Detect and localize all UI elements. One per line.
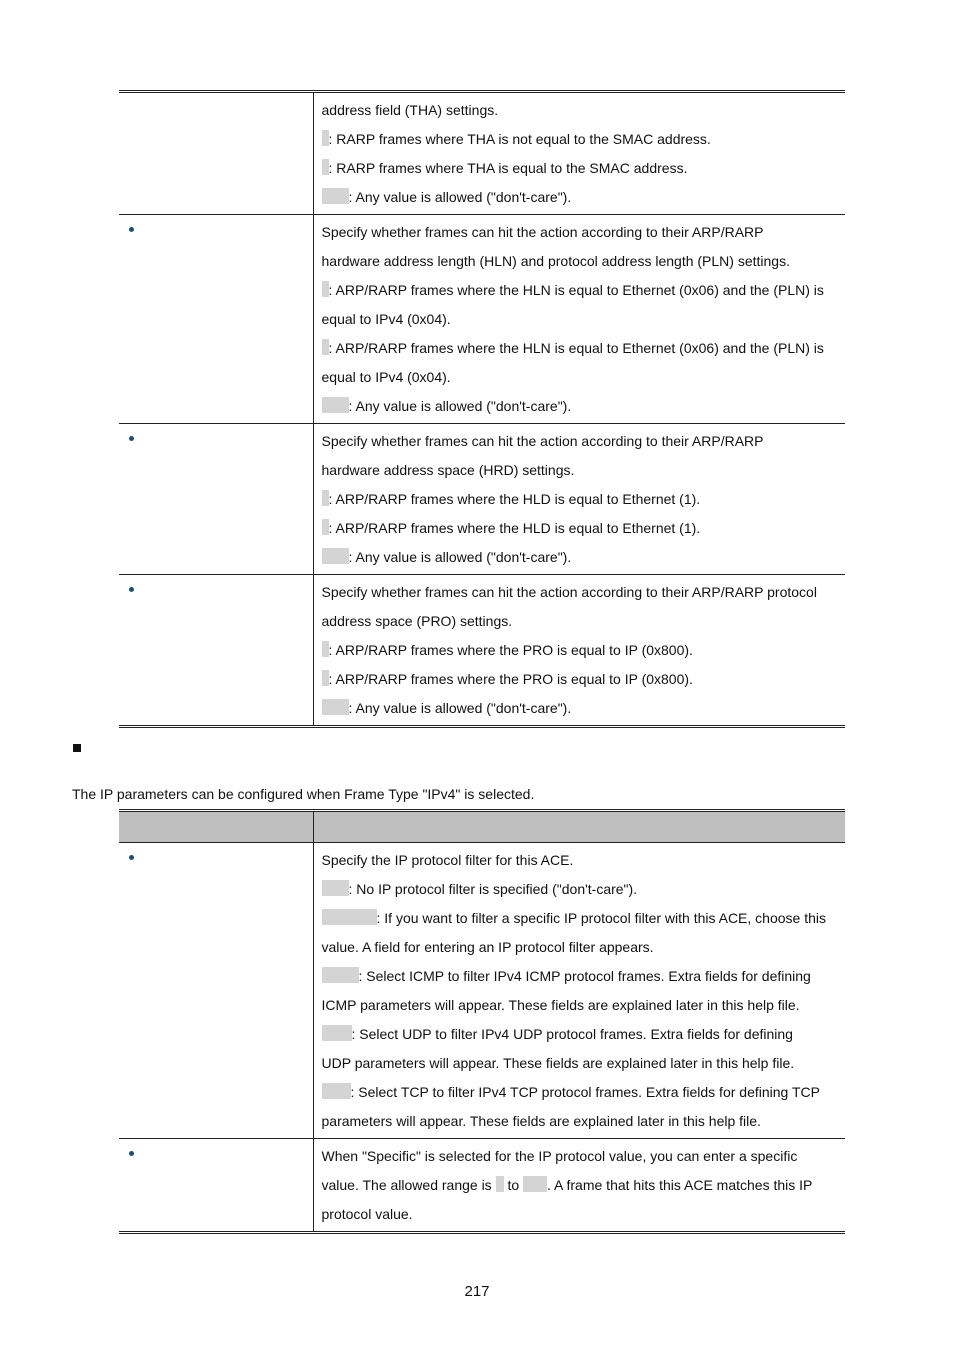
value-placeholder-chip bbox=[322, 339, 329, 355]
bullet-icon bbox=[129, 436, 134, 441]
description-line bbox=[322, 665, 840, 694]
description-line bbox=[322, 456, 840, 485]
description-line bbox=[322, 427, 840, 456]
table-row bbox=[119, 575, 845, 727]
description-line bbox=[322, 247, 840, 276]
object-cell bbox=[119, 424, 313, 575]
line-text: equal to IPv4 (0x04). bbox=[321, 311, 451, 327]
line-text: : ARP/RARP frames where the HLN is equal to Ethernet (0x06) and the (PLN) is bbox=[328, 340, 824, 356]
value-placeholder-chip bbox=[322, 670, 329, 686]
description-line bbox=[322, 125, 840, 154]
value-placeholder-chip bbox=[322, 188, 349, 204]
description-line bbox=[322, 1020, 840, 1049]
line-text: When "Specific" is selected for the IP protocol value, you can enter a specific bbox=[321, 1148, 798, 1164]
table-header-row bbox=[119, 811, 845, 843]
description-line bbox=[322, 1142, 840, 1171]
value-placeholder-chip bbox=[322, 967, 359, 983]
line-text: to bbox=[503, 1177, 524, 1193]
description-line bbox=[322, 1049, 840, 1078]
table-row bbox=[119, 92, 845, 215]
value-placeholder-chip bbox=[322, 159, 329, 175]
value-placeholder-chip bbox=[322, 130, 329, 146]
line-text: UDP parameters will appear. These fields are explained later in this help file. bbox=[321, 1055, 795, 1071]
bullet-icon bbox=[129, 1151, 134, 1156]
description-line bbox=[322, 485, 840, 514]
line-text: : Select TCP to filter IPv4 TCP protocol frames. Extra fields for defining TCP bbox=[350, 1084, 820, 1100]
bullet-icon bbox=[129, 227, 134, 232]
line-text: : Select UDP to filter IPv4 UDP protocol frames. Extra fields for defining bbox=[351, 1026, 793, 1042]
line-text: : RARP frames where THA is not equal to the SMAC address. bbox=[328, 131, 711, 147]
description-line bbox=[322, 334, 840, 363]
value-placeholder-chip bbox=[322, 1025, 352, 1041]
line-text: : RARP frames where THA is equal to the SMAC address. bbox=[328, 160, 688, 176]
description-line bbox=[322, 543, 840, 572]
description-line bbox=[322, 578, 840, 607]
line-text: : Any value is allowed ("don't-care"). bbox=[348, 700, 572, 716]
description-line bbox=[322, 96, 840, 125]
line-text: : No IP protocol filter is specified ("don't-care"). bbox=[348, 881, 638, 897]
value-placeholder-chip bbox=[322, 281, 329, 297]
value-placeholder-chip bbox=[322, 519, 329, 535]
object-cell bbox=[119, 843, 313, 1139]
description-line bbox=[322, 875, 840, 904]
description-cell bbox=[313, 575, 845, 727]
description-line bbox=[322, 276, 840, 305]
line-text: . A frame that hits this ACE matches this IP bbox=[547, 1177, 813, 1193]
line-text: value. The allowed range is bbox=[321, 1177, 496, 1193]
description-line bbox=[322, 1107, 840, 1136]
page-number: 217 bbox=[464, 1283, 490, 1300]
ip-parameters-table-body bbox=[119, 843, 845, 1233]
ip-parameters-table bbox=[119, 809, 845, 1234]
line-text: : Any value is allowed ("don't-care"). bbox=[348, 549, 572, 565]
line-text: : ARP/RARP frames where the PRO is equal to IP (0x800). bbox=[328, 671, 693, 687]
description-cell bbox=[313, 1139, 845, 1233]
value-placeholder-chip bbox=[322, 490, 329, 506]
description-line bbox=[322, 154, 840, 183]
table-row bbox=[119, 424, 845, 575]
arp-parameters-table bbox=[119, 90, 845, 728]
description-line bbox=[322, 991, 840, 1020]
line-text: value. A field for entering an IP protocol filter appears. bbox=[321, 939, 654, 955]
line-text: : Select ICMP to filter IPv4 ICMP protocol frames. Extra fields for defining bbox=[358, 968, 811, 984]
line-text: : Any value is allowed ("don't-care"). bbox=[348, 189, 572, 205]
description-line bbox=[322, 636, 840, 665]
line-text: Specify whether frames can hit the action according to their ARP/RARP protocol bbox=[321, 584, 817, 600]
description-line bbox=[322, 933, 840, 962]
bullet-icon bbox=[129, 855, 134, 860]
line-text: ICMP parameters will appear. These fields are explained later in this help file. bbox=[321, 997, 800, 1013]
description-line bbox=[322, 1078, 840, 1107]
object-cell bbox=[119, 92, 313, 215]
line-text: : ARP/RARP frames where the HLN is equal to Ethernet (0x06) and the (PLN) is bbox=[328, 282, 824, 298]
value-placeholder-chip bbox=[322, 909, 377, 925]
description-cell bbox=[313, 92, 845, 215]
header-object bbox=[119, 811, 313, 843]
ip-parameters-intro: The IP parameters can be configured when Frame Type "IPv4" is selected. bbox=[72, 786, 535, 802]
line-text: hardware address space (HRD) settings. bbox=[321, 462, 575, 478]
line-text: : ARP/RARP frames where the PRO is equal to IP (0x800). bbox=[328, 642, 693, 658]
table-row bbox=[119, 1139, 845, 1233]
line-text: : If you want to filter a specific IP protocol filter with this ACE, choose this bbox=[376, 910, 826, 926]
object-cell bbox=[119, 575, 313, 727]
line-text: equal to IPv4 (0x04). bbox=[321, 369, 451, 385]
value-placeholder-chip bbox=[496, 1176, 504, 1192]
description-cell bbox=[313, 215, 845, 424]
line-text: : Any value is allowed ("don't-care"). bbox=[348, 398, 572, 414]
description-line bbox=[322, 962, 840, 991]
value-placeholder-chip bbox=[523, 1176, 547, 1192]
table-row bbox=[119, 215, 845, 424]
line-text: : ARP/RARP frames where the HLD is equal to Ethernet (1). bbox=[328, 520, 701, 536]
arp-parameters-table-body bbox=[119, 92, 845, 727]
value-placeholder-chip bbox=[322, 641, 329, 657]
line-text: address field (THA) settings. bbox=[321, 102, 499, 118]
value-placeholder-chip bbox=[322, 1083, 351, 1099]
line-text: protocol value. bbox=[321, 1206, 413, 1222]
header-description bbox=[313, 811, 845, 843]
description-line bbox=[322, 183, 840, 212]
line-text: address space (PRO) settings. bbox=[321, 613, 513, 629]
description-line bbox=[322, 514, 840, 543]
table-row bbox=[119, 843, 845, 1139]
value-placeholder-chip bbox=[322, 699, 349, 715]
description-line bbox=[322, 218, 840, 247]
line-text: Specify whether frames can hit the action according to their ARP/RARP bbox=[321, 433, 764, 449]
object-cell bbox=[119, 215, 313, 424]
description-line bbox=[322, 305, 840, 334]
description-line bbox=[322, 363, 840, 392]
description-line bbox=[322, 694, 840, 723]
line-text: : ARP/RARP frames where the HLD is equal to Ethernet (1). bbox=[328, 491, 701, 507]
value-placeholder-chip bbox=[322, 880, 349, 896]
description-line bbox=[322, 607, 840, 636]
section-marker-icon bbox=[73, 744, 81, 752]
description-line bbox=[322, 392, 840, 421]
value-placeholder-chip bbox=[322, 548, 349, 564]
object-cell bbox=[119, 1139, 313, 1233]
description-line bbox=[322, 904, 840, 933]
line-text: Specify the IP protocol filter for this ACE. bbox=[321, 852, 574, 868]
line-text: parameters will appear. These fields are explained later in this help file. bbox=[321, 1113, 761, 1129]
value-placeholder-chip bbox=[322, 397, 349, 413]
line-text: hardware address length (HLN) and protocol address length (PLN) settings. bbox=[321, 253, 790, 269]
description-line bbox=[322, 1171, 840, 1200]
description-cell bbox=[313, 424, 845, 575]
description-cell bbox=[313, 843, 845, 1139]
description-line bbox=[322, 846, 840, 875]
description-line bbox=[322, 1200, 840, 1229]
bullet-icon bbox=[129, 587, 134, 592]
line-text: Specify whether frames can hit the action according to their ARP/RARP bbox=[321, 224, 764, 240]
